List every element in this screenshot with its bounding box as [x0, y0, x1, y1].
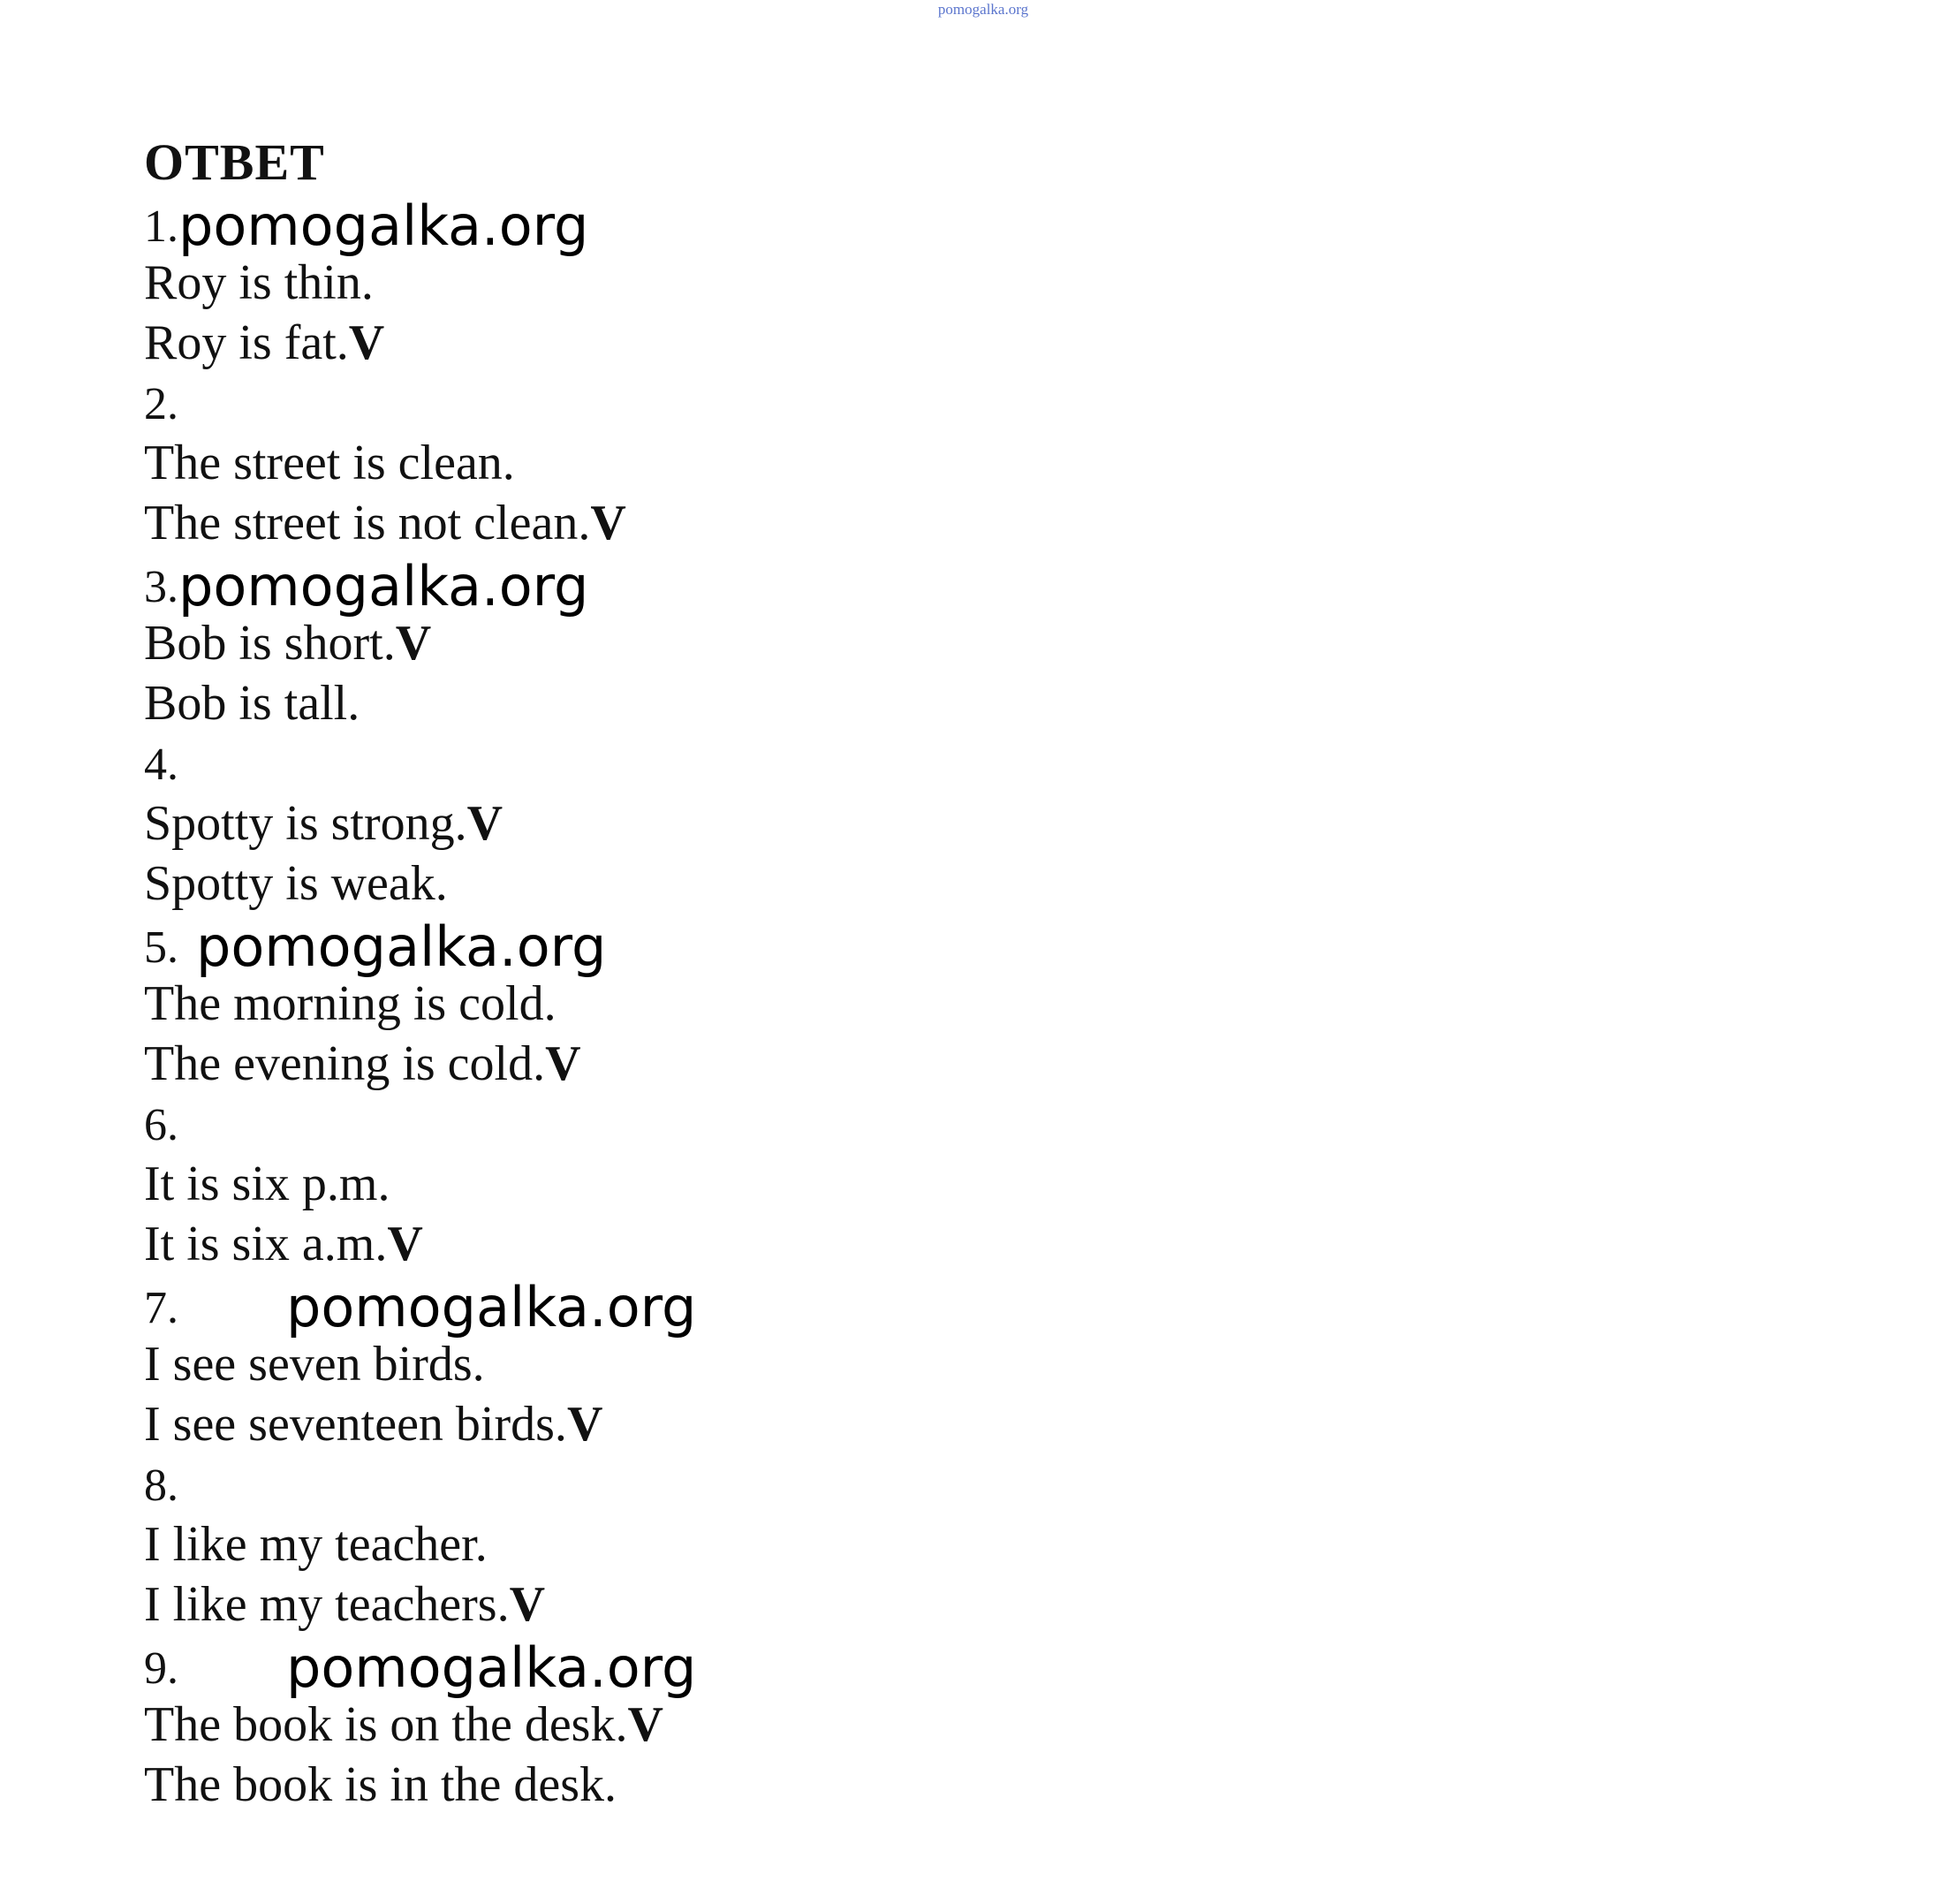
- item-number: 3.: [144, 562, 178, 612]
- answer-option: [144, 1214, 696, 1274]
- option-text: Spotty is strong.: [144, 796, 467, 851]
- answer-option: [144, 613, 696, 673]
- item-number-row: [144, 1454, 696, 1514]
- watermark-text: pomogalka.org: [196, 914, 607, 979]
- watermark-text: pomogalka.org: [286, 1635, 697, 1700]
- item-number: 7.: [144, 1283, 178, 1333]
- item-number: 1.: [144, 201, 178, 252]
- option-text: The evening is cold.: [144, 1036, 546, 1091]
- item-number: 5.: [144, 922, 178, 973]
- answer-option: [144, 1034, 696, 1094]
- answer-option: [144, 313, 696, 373]
- answer-option: [144, 1695, 696, 1755]
- option-text: The street is clean.: [144, 436, 515, 490]
- option-text: I see seven birds.: [144, 1337, 485, 1392]
- item-number-row: [144, 1094, 696, 1154]
- item-number: 4.: [144, 740, 178, 790]
- item-number: 9.: [144, 1643, 178, 1694]
- answer-option: [144, 1514, 696, 1574]
- check-mark: V: [466, 796, 504, 851]
- item-number: 2.: [144, 379, 178, 429]
- option-text: I like my teachers.: [144, 1577, 510, 1632]
- answer-option: [144, 1574, 696, 1635]
- answer-option: [144, 1394, 696, 1454]
- answer-option: [144, 493, 696, 553]
- option-text: It is six p.m.: [144, 1157, 390, 1211]
- header-watermark: pomogalka.org: [937, 1, 1029, 18]
- page-title: ОТВЕТ: [144, 133, 325, 191]
- answer-option: [144, 793, 696, 853]
- item-number-row: [144, 373, 696, 433]
- answer-option: [144, 253, 696, 313]
- answer-option: [144, 1154, 696, 1214]
- answer-option: [144, 974, 696, 1034]
- option-text: I see seventeen birds.: [144, 1397, 567, 1452]
- option-text: Bob is tall.: [144, 676, 360, 731]
- item-number-row: [144, 193, 696, 258]
- item-number-row: [144, 1274, 697, 1339]
- option-text: Spotty is weak.: [144, 856, 448, 911]
- option-text: The book is in the desk.: [144, 1757, 617, 1812]
- check-mark: V: [590, 496, 626, 550]
- option-text: Roy is fat.: [144, 315, 349, 370]
- answer-option: [144, 853, 696, 914]
- item-number-row: [144, 733, 696, 793]
- option-text: The book is on the desk.: [144, 1697, 628, 1752]
- option-text: Bob is short.: [144, 616, 396, 671]
- watermark-text: pomogalka.org: [178, 554, 589, 618]
- check-mark: V: [387, 1217, 423, 1271]
- check-mark: V: [395, 616, 432, 671]
- answer-option: [144, 1334, 696, 1394]
- watermark-text: pomogalka.org: [286, 1275, 697, 1339]
- option-text: It is six a.m.: [144, 1217, 388, 1271]
- item-number: 6.: [144, 1100, 178, 1150]
- check-mark: V: [627, 1697, 663, 1752]
- watermark-text: pomogalka.org: [178, 193, 589, 258]
- check-mark: V: [566, 1397, 603, 1452]
- check-mark: V: [509, 1577, 546, 1632]
- item-number: 8.: [144, 1460, 178, 1511]
- answer-option: [144, 673, 696, 733]
- check-mark: V: [545, 1036, 581, 1091]
- option-text: The street is not clean.: [144, 496, 591, 550]
- option-text: I like my teacher.: [144, 1517, 488, 1572]
- answer-option: [144, 1755, 696, 1815]
- answer-option: [144, 433, 696, 493]
- item-number-row: [144, 553, 696, 618]
- option-text: Roy is thin.: [144, 255, 374, 310]
- item-number-row: [144, 914, 696, 979]
- item-number-row: [144, 1635, 697, 1700]
- check-mark: V: [348, 315, 385, 370]
- answer-document: [144, 133, 696, 1815]
- option-text: The morning is cold.: [144, 976, 557, 1031]
